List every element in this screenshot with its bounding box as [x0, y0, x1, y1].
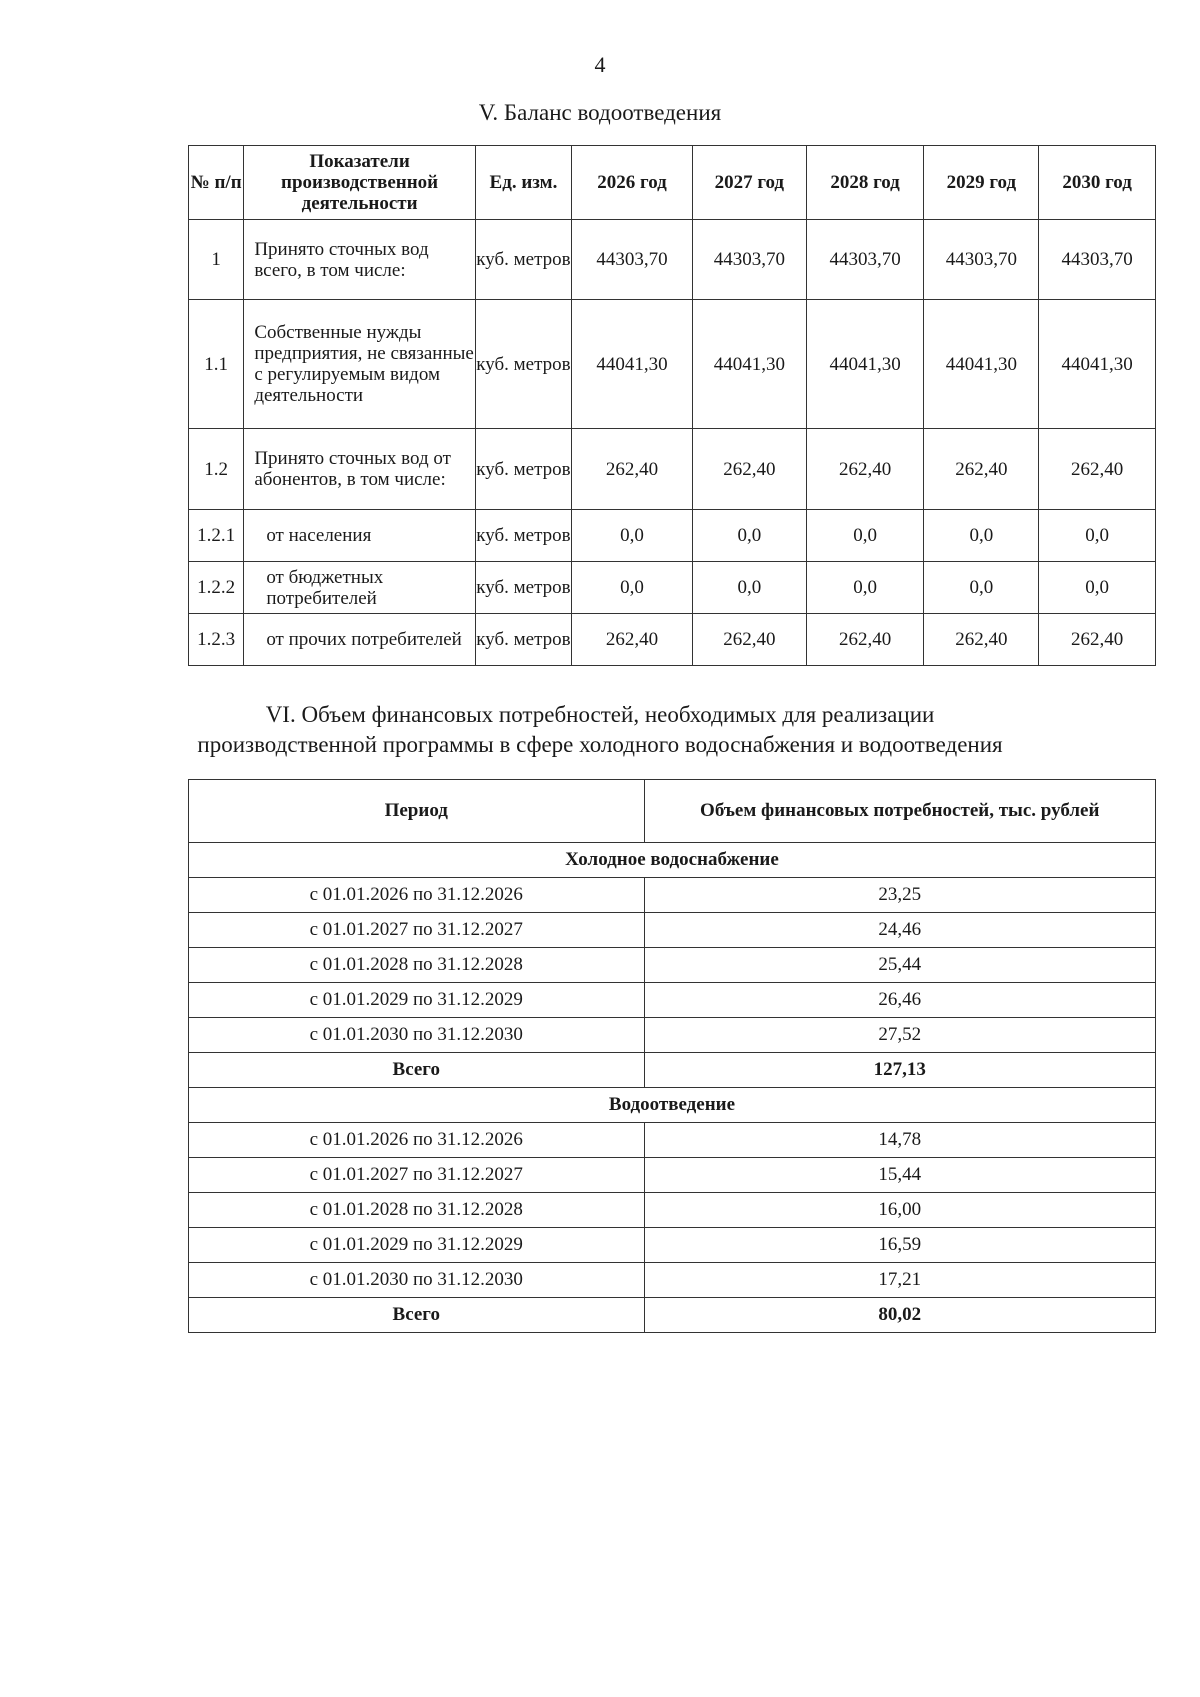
- page-number: 4: [594, 52, 606, 77]
- section-title-finance-line2: производственной программы в сфере холодного водоснабжения и водоотведения: [197, 732, 1003, 757]
- header-year: 2027 год: [692, 146, 806, 220]
- finance-table: [188, 779, 1156, 1333]
- section-title-finance-line1: VI. Объем финансовых потребностей, необходимых для реализации: [265, 702, 935, 727]
- row-value: 262,40: [1039, 429, 1156, 510]
- total-value: 127,13: [644, 1053, 1156, 1088]
- row-value: 44303,70: [572, 220, 693, 300]
- row-value: 0,0: [1039, 562, 1156, 614]
- row-num: 1.2.1: [189, 510, 244, 562]
- table-row: [189, 1228, 1156, 1263]
- row-name: от бюджетных потребителей: [244, 562, 476, 614]
- total-label: Всего: [189, 1298, 645, 1333]
- period-cell: с 01.01.2027 по 31.12.2027: [189, 1158, 645, 1193]
- row-num: 1.2.2: [189, 562, 244, 614]
- row-unit: куб. метров: [475, 614, 571, 666]
- row-value: 44303,70: [1039, 220, 1156, 300]
- row-name: Принято сточных вод всего, в том числе:: [244, 220, 476, 300]
- row-value: 262,40: [924, 429, 1039, 510]
- value-cell: 14,78: [644, 1123, 1156, 1158]
- row-value: 262,40: [692, 429, 806, 510]
- header-year: 2029 год: [924, 146, 1039, 220]
- row-name: Собственные нужды предприятия, не связанные с регулируемым видом деятельности: [244, 300, 476, 429]
- row-unit: куб. метров: [475, 562, 571, 614]
- row-value: 0,0: [924, 562, 1039, 614]
- value-cell: 17,21: [644, 1263, 1156, 1298]
- group-row: [189, 843, 1156, 878]
- total-value: 80,02: [644, 1298, 1156, 1333]
- finance-header-row: [189, 780, 1156, 843]
- row-unit: куб. метров: [475, 510, 571, 562]
- value-cell: 15,44: [644, 1158, 1156, 1193]
- row-value: 0,0: [806, 562, 924, 614]
- group-sewerage: Водоотведение: [189, 1088, 1156, 1123]
- row-name: Принято сточных вод от абонентов, в том числе:: [244, 429, 476, 510]
- period-cell: с 01.01.2028 по 31.12.2028: [189, 948, 645, 983]
- row-name: от прочих потребителей: [244, 614, 476, 666]
- period-cell: с 01.01.2029 по 31.12.2029: [189, 983, 645, 1018]
- table-row: [189, 562, 1156, 614]
- table-row: [189, 983, 1156, 1018]
- table-row: [189, 1123, 1156, 1158]
- table-row: [189, 220, 1156, 300]
- header-num: № п/п: [189, 146, 244, 220]
- header-period: Период: [189, 780, 645, 843]
- row-value: 0,0: [806, 510, 924, 562]
- row-num: 1.1: [189, 300, 244, 429]
- row-num: 1.2.3: [189, 614, 244, 666]
- value-cell: 26,46: [644, 983, 1156, 1018]
- row-value: 44041,30: [692, 300, 806, 429]
- row-num: 1.2: [189, 429, 244, 510]
- value-cell: 16,00: [644, 1193, 1156, 1228]
- row-value: 44041,30: [924, 300, 1039, 429]
- header-year: 2026 год: [572, 146, 693, 220]
- row-value: 44041,30: [572, 300, 693, 429]
- header-year: 2030 год: [1039, 146, 1156, 220]
- table-row: [189, 1158, 1156, 1193]
- row-value: 0,0: [572, 562, 693, 614]
- row-value: 44303,70: [692, 220, 806, 300]
- row-unit: куб. метров: [475, 429, 571, 510]
- header-indicator: Показатели производственной деятельности: [244, 146, 476, 220]
- balance-header-row: [189, 146, 1156, 220]
- row-value: 262,40: [924, 614, 1039, 666]
- period-cell: с 01.01.2029 по 31.12.2029: [189, 1228, 645, 1263]
- table-row: [189, 948, 1156, 983]
- table-row: [189, 300, 1156, 429]
- table-row: [189, 614, 1156, 666]
- period-cell: с 01.01.2026 по 31.12.2026: [189, 1123, 645, 1158]
- row-value: 44303,70: [806, 220, 924, 300]
- value-cell: 27,52: [644, 1018, 1156, 1053]
- period-cell: с 01.01.2030 по 31.12.2030: [189, 1263, 645, 1298]
- row-num: 1: [189, 220, 244, 300]
- period-cell: с 01.01.2026 по 31.12.2026: [189, 878, 645, 913]
- period-cell: с 01.01.2030 по 31.12.2030: [189, 1018, 645, 1053]
- row-value: 0,0: [924, 510, 1039, 562]
- table-row: [189, 913, 1156, 948]
- row-value: 262,40: [572, 614, 693, 666]
- total-row: [189, 1298, 1156, 1333]
- row-value: 262,40: [692, 614, 806, 666]
- value-cell: 16,59: [644, 1228, 1156, 1263]
- row-unit: куб. метров: [475, 300, 571, 429]
- table-row: [189, 1193, 1156, 1228]
- row-value: 262,40: [806, 614, 924, 666]
- section-title-finance: [0, 700, 1200, 760]
- period-cell: с 01.01.2028 по 31.12.2028: [189, 1193, 645, 1228]
- table-row: [189, 1263, 1156, 1298]
- header-volume: Объем финансовых потребностей, тыс. рублей: [644, 780, 1156, 843]
- row-value: 262,40: [572, 429, 693, 510]
- value-cell: 25,44: [644, 948, 1156, 983]
- group-water-supply: Холодное водоснабжение: [189, 843, 1156, 878]
- header-unit: Ед. изм.: [475, 146, 571, 220]
- row-unit: куб. метров: [475, 220, 571, 300]
- table-row: [189, 510, 1156, 562]
- row-value: 44041,30: [1039, 300, 1156, 429]
- row-value: 262,40: [806, 429, 924, 510]
- row-value: 0,0: [1039, 510, 1156, 562]
- value-cell: 23,25: [644, 878, 1156, 913]
- period-cell: с 01.01.2027 по 31.12.2027: [189, 913, 645, 948]
- row-value: 0,0: [692, 562, 806, 614]
- table-row: [189, 1018, 1156, 1053]
- section-title-balance: V. Баланс водоотведения: [478, 100, 722, 125]
- table-row: [189, 878, 1156, 913]
- row-value: 0,0: [692, 510, 806, 562]
- group-row: [189, 1088, 1156, 1123]
- header-year: 2028 год: [806, 146, 924, 220]
- balance-table: [188, 145, 1156, 666]
- total-row: [189, 1053, 1156, 1088]
- row-name: от населения: [244, 510, 476, 562]
- row-value: 44041,30: [806, 300, 924, 429]
- value-cell: 24,46: [644, 913, 1156, 948]
- row-value: 44303,70: [924, 220, 1039, 300]
- row-value: 262,40: [1039, 614, 1156, 666]
- total-label: Всего: [189, 1053, 645, 1088]
- row-value: 0,0: [572, 510, 693, 562]
- table-row: [189, 429, 1156, 510]
